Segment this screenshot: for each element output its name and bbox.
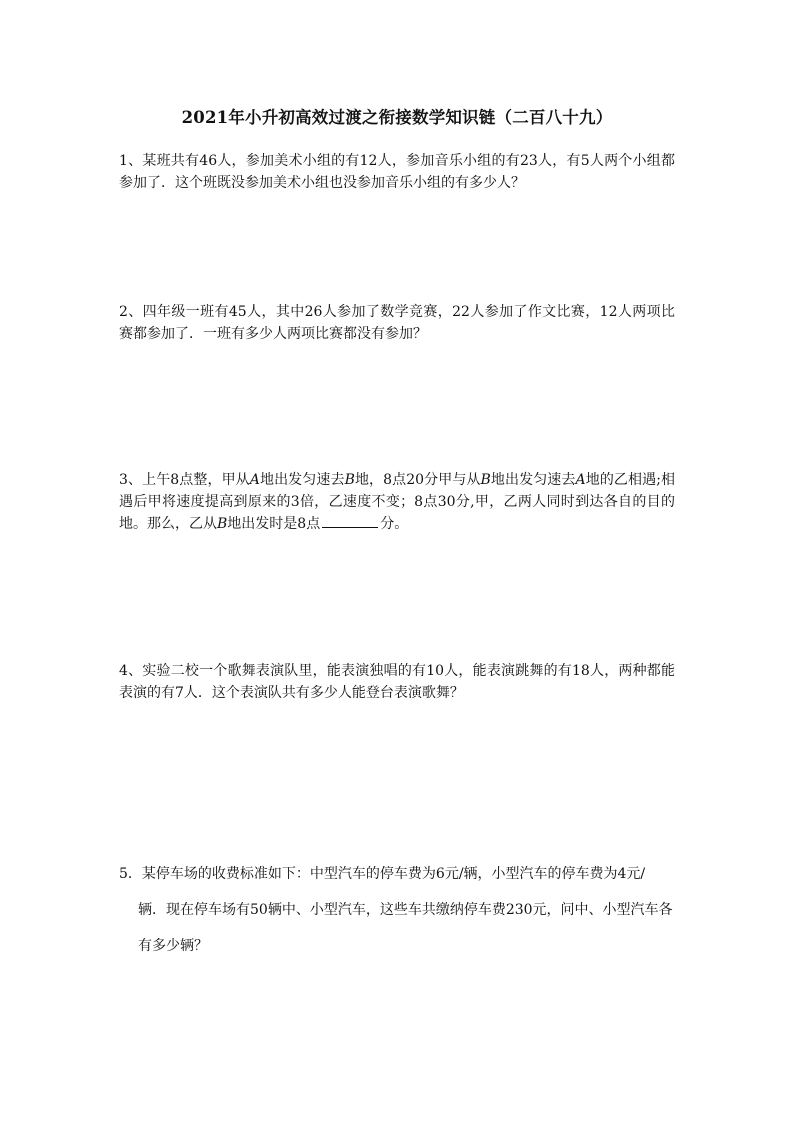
- question-3-text: 3、上午8点整，甲从: [119, 472, 250, 488]
- question-3-text: 地，8点20分甲与从: [354, 472, 481, 488]
- question-4: 4、实验二校一个歌舞表演队里，能表演独唱的有10人，能表演跳舞的有18人，两种都能表演的有7人．这个表演队共有多少人能登台表演歌舞？: [119, 663, 675, 701]
- question-5-line: 5．某停车场的收费标准如下：中型汽车的停车费为6元/辆，小型汽车的停车费为4元/: [119, 866, 646, 882]
- question-5-line: 辆．现在停车场有50辆中、小型汽车，这些车共缴纳停车费230元，问中、小型汽车各: [138, 902, 673, 918]
- question-3-text: 分。: [380, 516, 409, 532]
- point-b-label: B: [344, 472, 355, 488]
- question-3-text: 地出发匀速去: [490, 472, 576, 488]
- question-3-text: 地出发匀速去: [259, 472, 345, 488]
- point-b-label: B: [217, 516, 228, 532]
- answer-blank[interactable]: [322, 513, 378, 528]
- point-a-label: A: [575, 472, 586, 488]
- question-3-text: 地出发时是8点: [227, 516, 321, 532]
- point-a-label: A: [249, 472, 260, 488]
- point-b-label: B: [480, 472, 491, 488]
- question-5-line: 有多少辆？: [138, 938, 208, 954]
- question-2: 2、四年级一班有45人，其中26人参加了数学竞赛，22人参加了作文比赛，12人两项比赛都参加了．一班有多少人两项比赛都没有参加？: [119, 304, 675, 342]
- page-title: 2021年小升初高效过渡之衔接数学知识链（二百八十九）: [181, 108, 613, 127]
- question-3-text: 地的乙相遇;相遇后甲将速度提高到原来的3倍，乙速度不变；8点30分,甲，乙两人同时到达各自的目的地。那么，乙从: [119, 472, 676, 532]
- question-1: 1、某班共有46人，参加美术小组的有12人，参加音乐小组的有23人，有5人两个小组都参加了．这个班既没参加美术小组也没参加音乐小组的有多少人？: [119, 153, 675, 191]
- question-5: [119, 856, 679, 964]
- question-3: [119, 469, 675, 535]
